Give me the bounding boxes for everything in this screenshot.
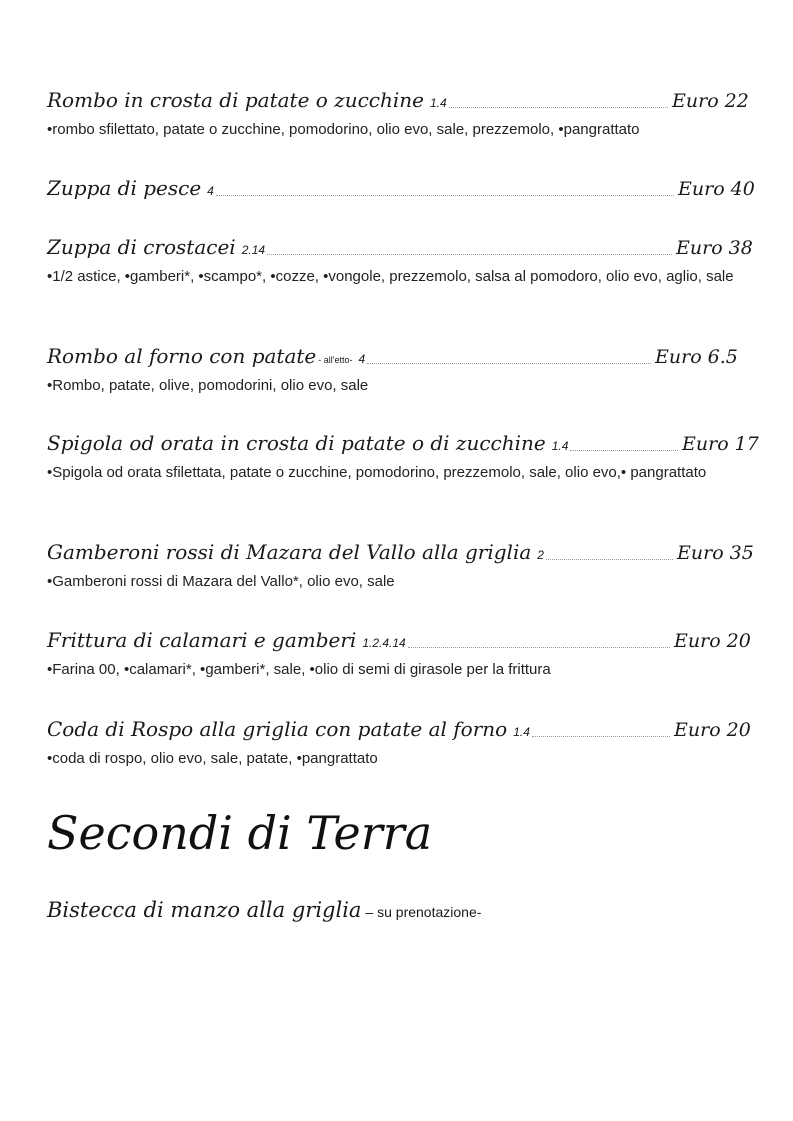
allergen-codes: 2.14 [241,243,266,257]
menu-item-name-text: Spigola od orata in crosta di patate o di zucchine [47,431,546,455]
menu-item-name [47,431,568,455]
menu-item-line [47,229,753,261]
menu-item-line [47,711,751,743]
dotted-leader [408,647,670,648]
dotted-leader [532,736,670,737]
menu-item-line [47,622,751,654]
menu-item-name [47,235,265,259]
menu-item-line [47,82,749,114]
menu-item-name [47,176,214,200]
menu-item-price: Euro 20 [674,719,751,741]
menu-item-price: Euro 40 [678,178,755,200]
allergen-codes: 4 [358,352,366,366]
dotted-leader [449,107,668,108]
allergen-codes: 1.4 [429,96,447,110]
menu-item-description: •Gamberoni rossi di Mazara del Vallo*, olio evo, sale [47,573,395,590]
menu-item-name-text: Rombo in crosta di patate o zucchine [47,88,424,112]
dotted-leader [570,450,678,451]
menu-item [47,229,753,286]
menu-item-description: •Farina 00, •calamari*, •gamberi*, sale, •olio di semi di girasole per la frittura [47,661,551,678]
menu-item-price: Euro 38 [676,237,753,259]
menu-item-description: •1/2 astice, •gamberi*, •scampo*, •cozze, •vongole, prezzemolo, salsa al pomodoro, olio evo, aglio, sale [47,268,734,285]
allergen-codes: 2 [537,548,544,562]
menu-item-price: Euro 22 [672,90,749,112]
dotted-leader [267,254,672,255]
menu-item-price: Euro 6.5 [655,346,738,368]
menu-item-line [47,170,755,202]
allergen-codes: 1.4 [551,439,569,453]
menu-item-description: •Spigola od orata sfilettata, patate o zucchine, pomodorino, prezzemolo, sale, olio evo,• pangrattato [47,464,707,481]
menu-item-line [47,425,759,457]
menu-item-name-text: Rombo al forno con patate [47,344,317,368]
dotted-leader [546,559,673,560]
menu-item [47,170,755,202]
menu-item-name [47,88,447,112]
menu-item-note: - all'etto- [318,355,353,365]
menu-item-name-text: Frittura di calamari e gamberi [47,628,357,652]
menu-item-name-text: Gamberoni rossi di Mazara del Vallo alla griglia [47,540,532,564]
menu-item-price: Euro 20 [674,630,751,652]
menu-item-name-text: Coda di Rospo alla griglia con patate al forno [47,717,508,741]
allergen-codes: 1.4 [513,725,530,739]
menu-item-price: Euro 17 [682,433,759,455]
menu-item-name-text: Zuppa di crostacei [47,235,236,259]
menu-item-name: Bistecca di manzo alla griglia [47,898,362,922]
menu-item-description: •rombo sfilettato, patate o zucchine, pomodorino, olio evo, sale, prezzemolo, •pangrattato [47,121,640,138]
menu-item-description: •Rombo, patate, olive, pomodorini, olio evo, sale [47,377,369,394]
allergen-codes: 4 [207,184,214,198]
allergen-codes: 1.2.4.14 [362,636,406,650]
menu-item-line [47,338,738,370]
menu-item [47,622,751,679]
menu-item-bistecca [47,898,481,922]
menu-item [47,711,751,768]
dotted-leader [367,363,651,364]
menu-item-name [47,344,365,368]
dotted-leader [216,195,674,196]
menu-item-note: – su prenotazione- [365,904,482,920]
section-title: Secondi di Terra [47,806,433,860]
menu-item-line [47,534,754,566]
menu-item-name-text: Zuppa di pesce [47,176,202,200]
menu-item [47,425,759,482]
menu-item-price: Euro 35 [677,542,754,564]
menu-item [47,534,754,591]
menu-item-name [47,540,544,564]
menu-item-name [47,628,406,652]
menu-item [47,338,738,395]
menu-item-description: •coda di rospo, olio evo, sale, patate, •pangrattato [47,750,378,767]
menu-item-name [47,717,530,741]
menu-item [47,82,749,139]
